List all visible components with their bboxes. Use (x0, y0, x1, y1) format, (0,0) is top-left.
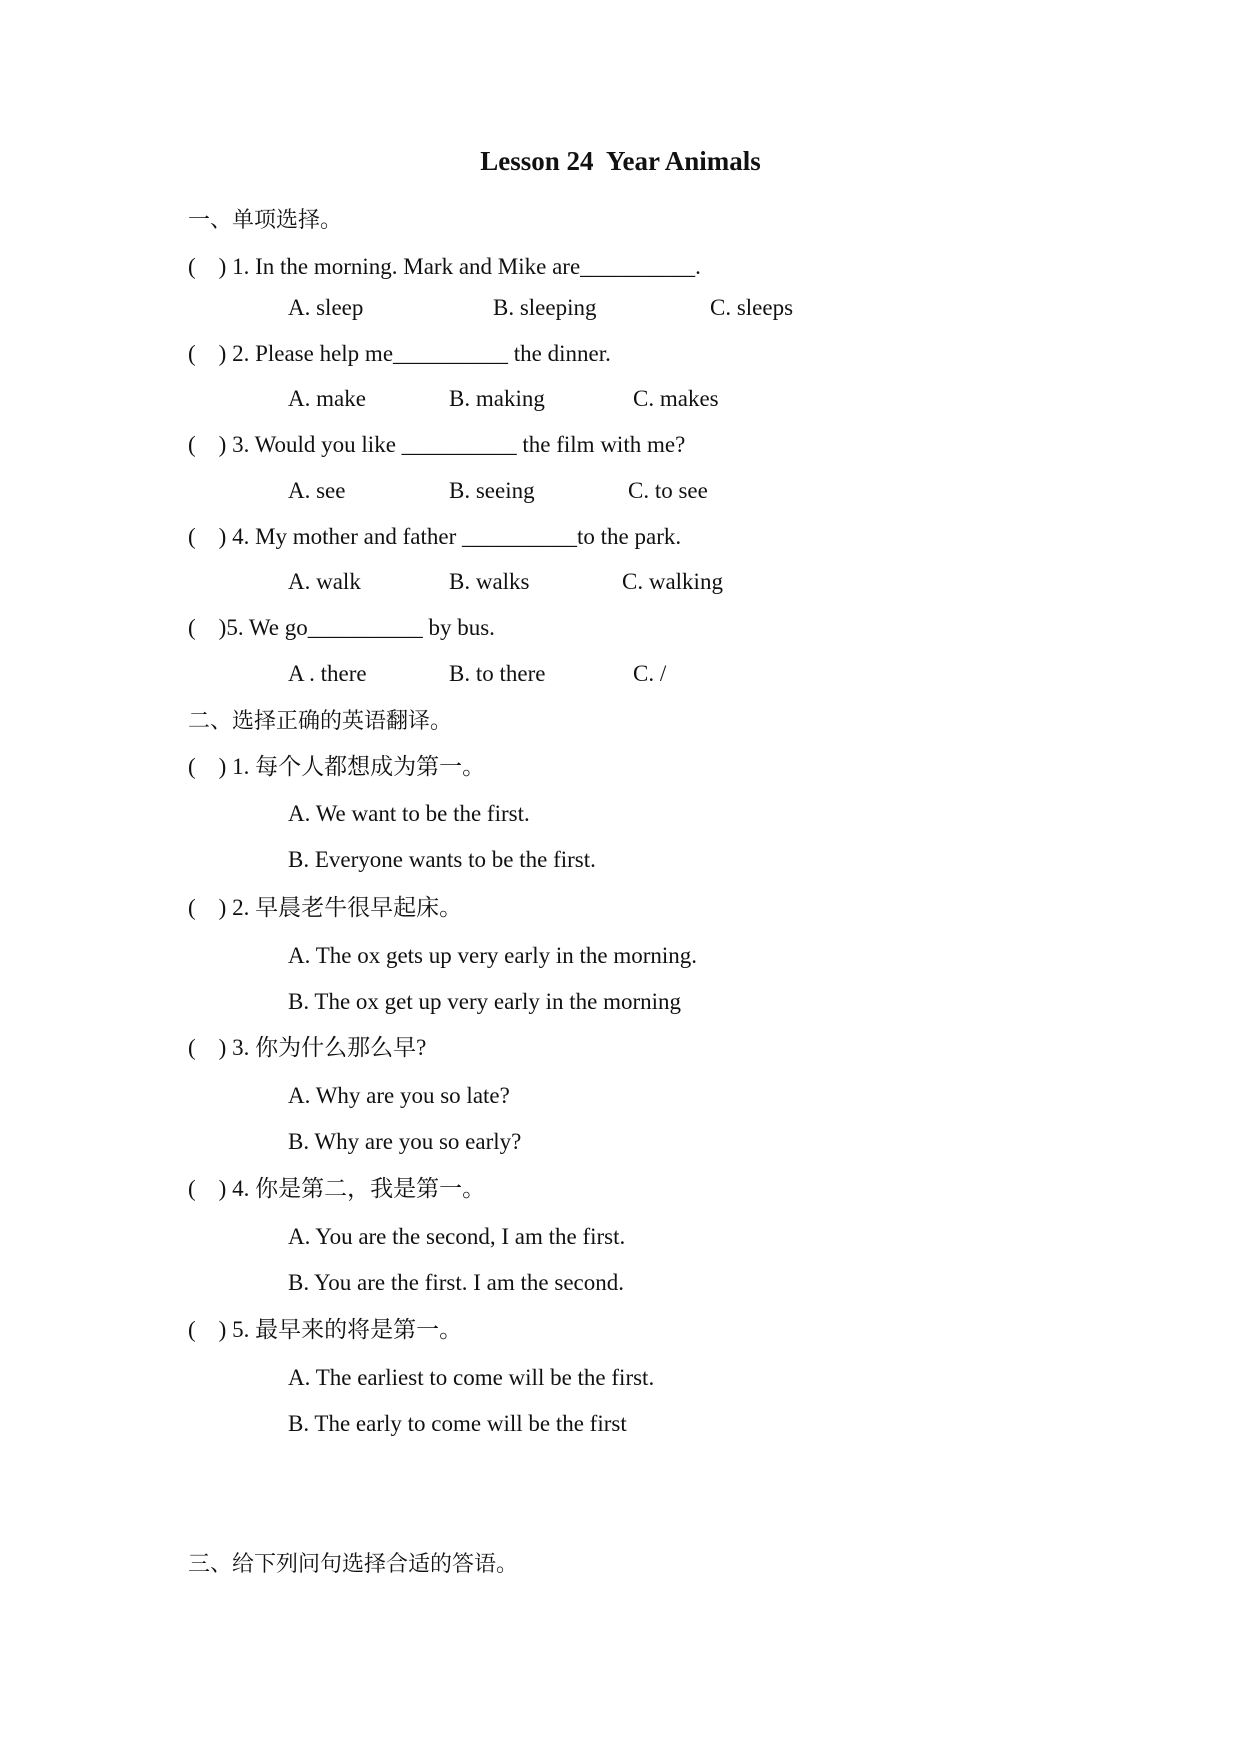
question-1-3: ( ) 3. Would you like __________ the film with me? (188, 432, 686, 457)
option-2-1-a: A. We want to be the first. (288, 801, 530, 826)
option-1-3-b: B. seeing (449, 478, 535, 503)
option-1-5-c: C. / (633, 661, 667, 686)
option-2-5-a: A. The earliest to come will be the first. (288, 1365, 655, 1390)
option-2-5-b: B. The early to come will be the first (288, 1411, 627, 1436)
question-2-5: ( ) 5. 最早来的将是第一。 (188, 1317, 463, 1342)
option-1-2-c: C. makes (633, 386, 719, 411)
question-2-3: ( ) 3. 你为什么那么早? (188, 1035, 427, 1060)
option-1-4-b: B. walks (449, 569, 530, 594)
section-heading-answers: 三、给下列问句选择合适的答语。 (188, 1552, 519, 1577)
option-1-5-a: A . there (288, 661, 367, 686)
option-1-3-a: A. see (288, 478, 346, 503)
option-1-3-c: C. to see (628, 478, 708, 503)
option-1-1-b: B. sleeping (493, 295, 597, 320)
option-2-1-b: B. Everyone wants to be the first. (288, 847, 596, 872)
question-2-1: ( ) 1. 每个人都想成为第一。 (188, 754, 486, 779)
option-1-4-c: C. walking (622, 569, 723, 594)
question-1-1: ( ) 1. In the morning. Mark and Mike are__________. (188, 254, 701, 279)
section-heading-translation: 二、选择正确的英语翻译。 (188, 709, 453, 734)
option-2-3-a: A. Why are you so late? (288, 1083, 510, 1108)
option-2-3-b: B. Why are you so early? (288, 1129, 522, 1154)
question-1-4: ( ) 4. My mother and father __________to the park. (188, 524, 682, 549)
option-2-4-b: B. You are the first. I am the second. (288, 1270, 624, 1295)
option-1-4-a: A. walk (288, 569, 361, 594)
question-1-2: ( ) 2. Please help me__________ the dinner. (188, 341, 611, 366)
page-title: Lesson 24 Year Animals (480, 146, 761, 176)
option-1-1-a: A. sleep (288, 295, 364, 320)
option-1-2-b: B. making (449, 386, 545, 411)
option-1-5-b: B. to there (449, 661, 546, 686)
option-2-2-b: B. The ox get up very early in the morning (288, 989, 682, 1014)
question-1-5: ( )5. We go__________ by bus. (188, 615, 495, 640)
option-2-4-a: A. You are the second, I am the first. (288, 1224, 626, 1249)
question-2-2: ( ) 2. 早晨老牛很早起床。 (188, 895, 463, 920)
section-heading-multiple-choice: 一、单项选择。 (188, 208, 343, 233)
option-1-1-c: C. sleeps (710, 295, 794, 320)
option-1-2-a: A. make (288, 386, 366, 411)
question-2-4: ( ) 4. 你是第二，我是第一。 (188, 1176, 486, 1201)
option-2-2-a: A. The ox gets up very early in the morning. (288, 943, 698, 968)
